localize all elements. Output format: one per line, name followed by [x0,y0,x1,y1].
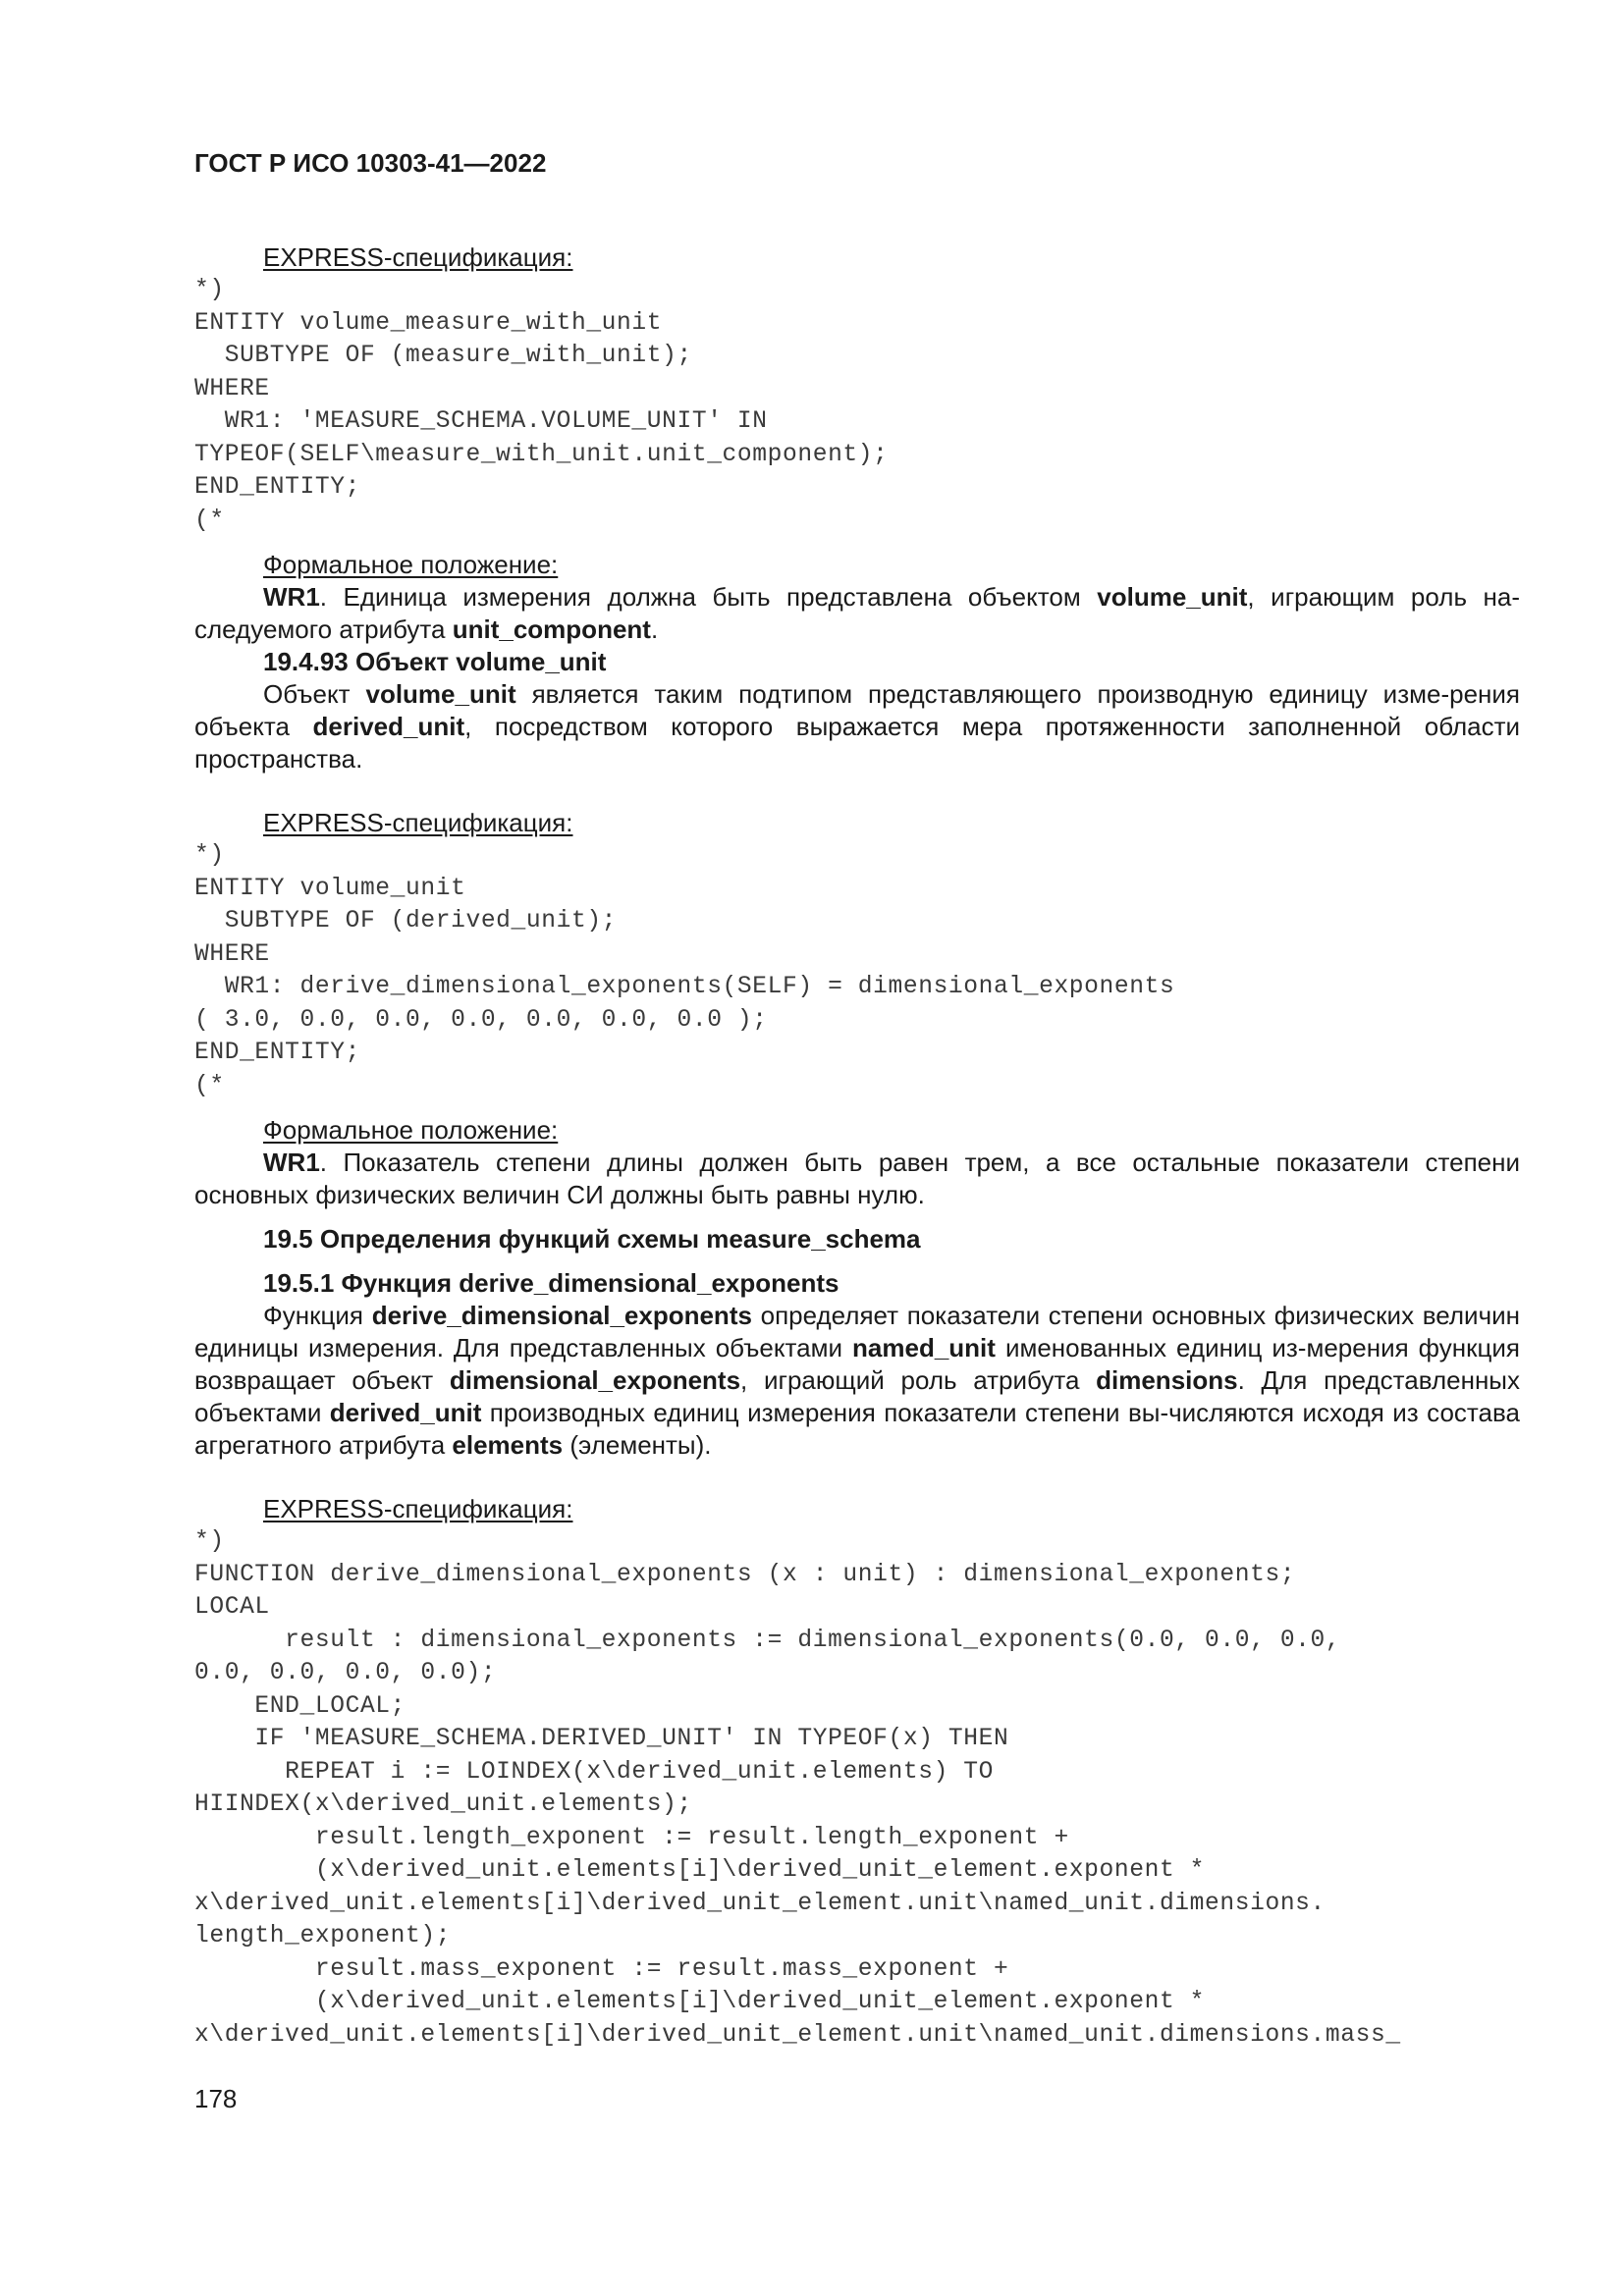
express-code-derive-function: *) FUNCTION derive_dimensional_exponents (x : unit) : dimensional_exponents; LOCAL result : dimensional_exponents := dimensional_exponents(0.0, 0.0, 0.0, 0.0, 0.0, 0.0, 0.0); END_LOCAL; IF 'MEASURE_SCHEMA.DERIVED_UNIT' IN TYPEOF(x) THEN REPEAT i := LOINDEX(x\derived_unit.elements) TO HIINDEX(x\derived_unit.elements); result.length_exponent := result.length_exponent + (x\derived_unit.elements[i]\derived_unit_element.exponent * x\derived_unit.elements[i]\derived_unit_element.unit\named_unit.dimensions. length_exponent); result.mass_exponent := result.mass_exponent + (x\derived_unit.elements[i]\derived_unit_element.exponent * x\derived_unit.elements[i]\derived_unit_element.unit\named_unit.dimensions.mass_ [194,1528,1401,2049]
formal-statement-label: Формальное положение: [263,1115,559,1145]
paragraph-derive-function: Функция derive_dimensional_exponents определяет показатели степени основных физических величин единицы измерения. Для представленных объектами named_unit именованных единиц из-мерения функция возвращает объект dimensional_exponents, играющий роль атрибута dimensions. Для представленных объектами derived_unit производных единиц измерения показатели степени вы-числяются исходя из состава агрегатного атрибута elements (элементы). [194,1301,1520,1460]
section-heading-19-5: 19.5 Определения функций схемы measure_schema [263,1224,921,1254]
formal-statement-wr1-volume-unit: WR1. Показатель степени длины должен быть равен трем, а все остальные показатели степени основных физических величин СИ должны быть равны нулю. [194,1148,1520,1209]
formal-statement-wr1-volume-measure: WR1. Единица измерения должна быть представлена объектом volume_unit, играющим роль на-следуемого атрибута unit_component. [194,582,1520,644]
paragraph-volume-unit: Объект volume_unit является таким подтипом представляющего производную единицу изме-рения объекта derived_unit, посредством которого выражается мера протяженности заполненной области пространства. [194,679,1521,774]
express-spec-label: EXPRESS-спецификация: [263,1494,573,1523]
document-header: ГОСТ Р ИСО 10303-41—2022 [194,148,547,178]
formal-statement-label: Формальное положение: [263,550,559,579]
page-number: 178 [194,2084,238,2113]
express-spec-label: EXPRESS-спецификация: [263,242,573,272]
section-heading-19-4-93: 19.4.93 Объект volume_unit [263,647,607,676]
express-code-volume-unit: *) ENTITY volume_unit SUBTYPE OF (derived_unit); WHERE WR1: derive_dimensional_exponents(SELF) = dimensional_exponents ( 3.0, 0.0, 0.0, 0.0, 0.0, 0.0, 0.0 ); END_ENTITY; (* [194,842,1175,1099]
section-heading-19-5-1: 19.5.1 Функция derive_dimensional_exponents [263,1268,839,1298]
express-spec-label: EXPRESS-спецификация: [263,808,573,837]
express-code-volume-measure-with-unit: *) ENTITY volume_measure_with_unit SUBTYPE OF (measure_with_unit); WHERE WR1: 'MEASURE_SCHEMA.VOLUME_UNIT' IN TYPEOF(SELF\measure_with_unit.unit_component); END_ENTITY; (* [194,277,889,534]
document-page [194,147,1520,2052]
